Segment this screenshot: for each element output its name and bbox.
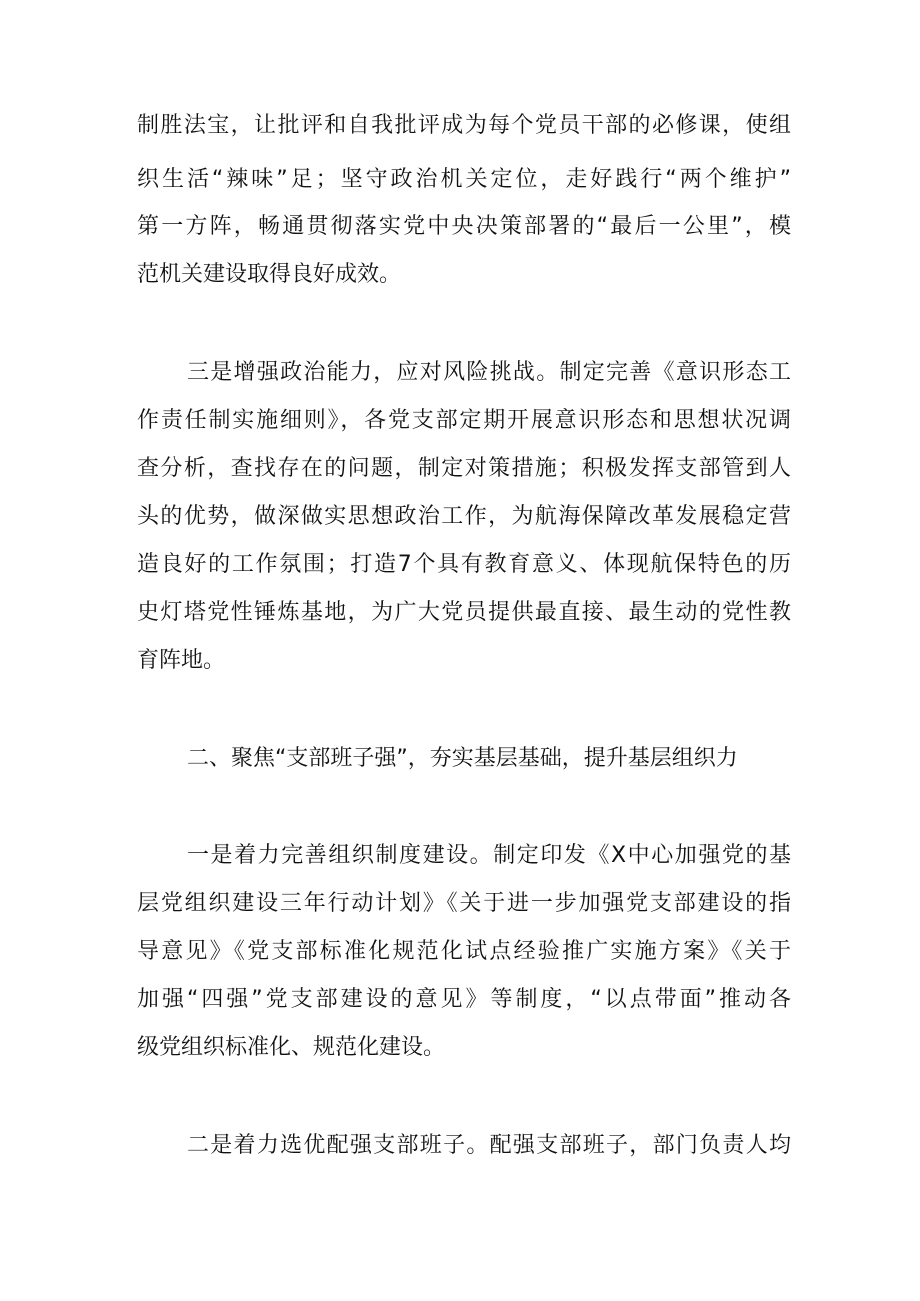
paragraph-4-line-1: 二是着力选优配强支部班子。配强支部班子，部门负责人均 — [187, 1133, 791, 1158]
paragraph-1-line-4: 范机关建设取得良好成效。 — [137, 262, 402, 287]
paragraph-3-line-1: 一是着力完善组织制度建设。制定印发《X中心加强党的基 — [187, 843, 791, 868]
paragraph-3-line-5: 级党组织标准化、规范化建设。 — [137, 1035, 446, 1060]
paragraph-3-line-2: 层党组织建设三年行动计划》《关于进一步加强党支部建设的指 — [137, 891, 791, 916]
paragraph-2-line-2: 作责任制实施细则》，各党支部定期开展意识形态和思想状况调 — [137, 408, 791, 433]
paragraph-1-line-3: 第一方阵，畅通贯彻落实党中央决策部署的“最后一公里”，模 — [137, 214, 791, 239]
paragraph-2-line-6: 史灯塔党性锤炼基地，为广大党员提供最直接、最生动的党性教 — [137, 600, 791, 625]
paragraph-2-line-4: 头的优势，做深做实思想政治工作，为航海保障改革发展稳定营 — [137, 504, 791, 529]
paragraph-1-line-2: 织生活“辣味”足；坚守政治机关定位，走好践行“两个维护” — [137, 167, 791, 192]
paragraph-3-line-3: 导意见》《党支部标准化规范化试点经验推广实施方案》《关于 — [137, 939, 791, 964]
paragraph-1-line-1: 制胜法宝，让批评和自我批评成为每个党员干部的必修课，使组 — [137, 113, 791, 138]
paragraph-2-line-3: 查分析，查找存在的问题，制定对策措施；积极发挥支部管到人 — [137, 456, 791, 481]
section-heading: 二、聚焦“支部班子强”，夯实基层基础，提升基层组织力 — [187, 746, 738, 771]
paragraph-3-line-4: 加强“四强”党支部建设的意见》等制度，“以点带面”推动各 — [137, 987, 791, 1012]
paragraph-2-line-5: 造良好的工作氛围；打造7个具有教育意义、体现航保特色的历 — [137, 552, 791, 577]
paragraph-2-line-1: 三是增强政治能力，应对风险挑战。制定完善《意识形态工 — [187, 360, 791, 385]
paragraph-2-line-7: 育阵地。 — [137, 648, 226, 673]
